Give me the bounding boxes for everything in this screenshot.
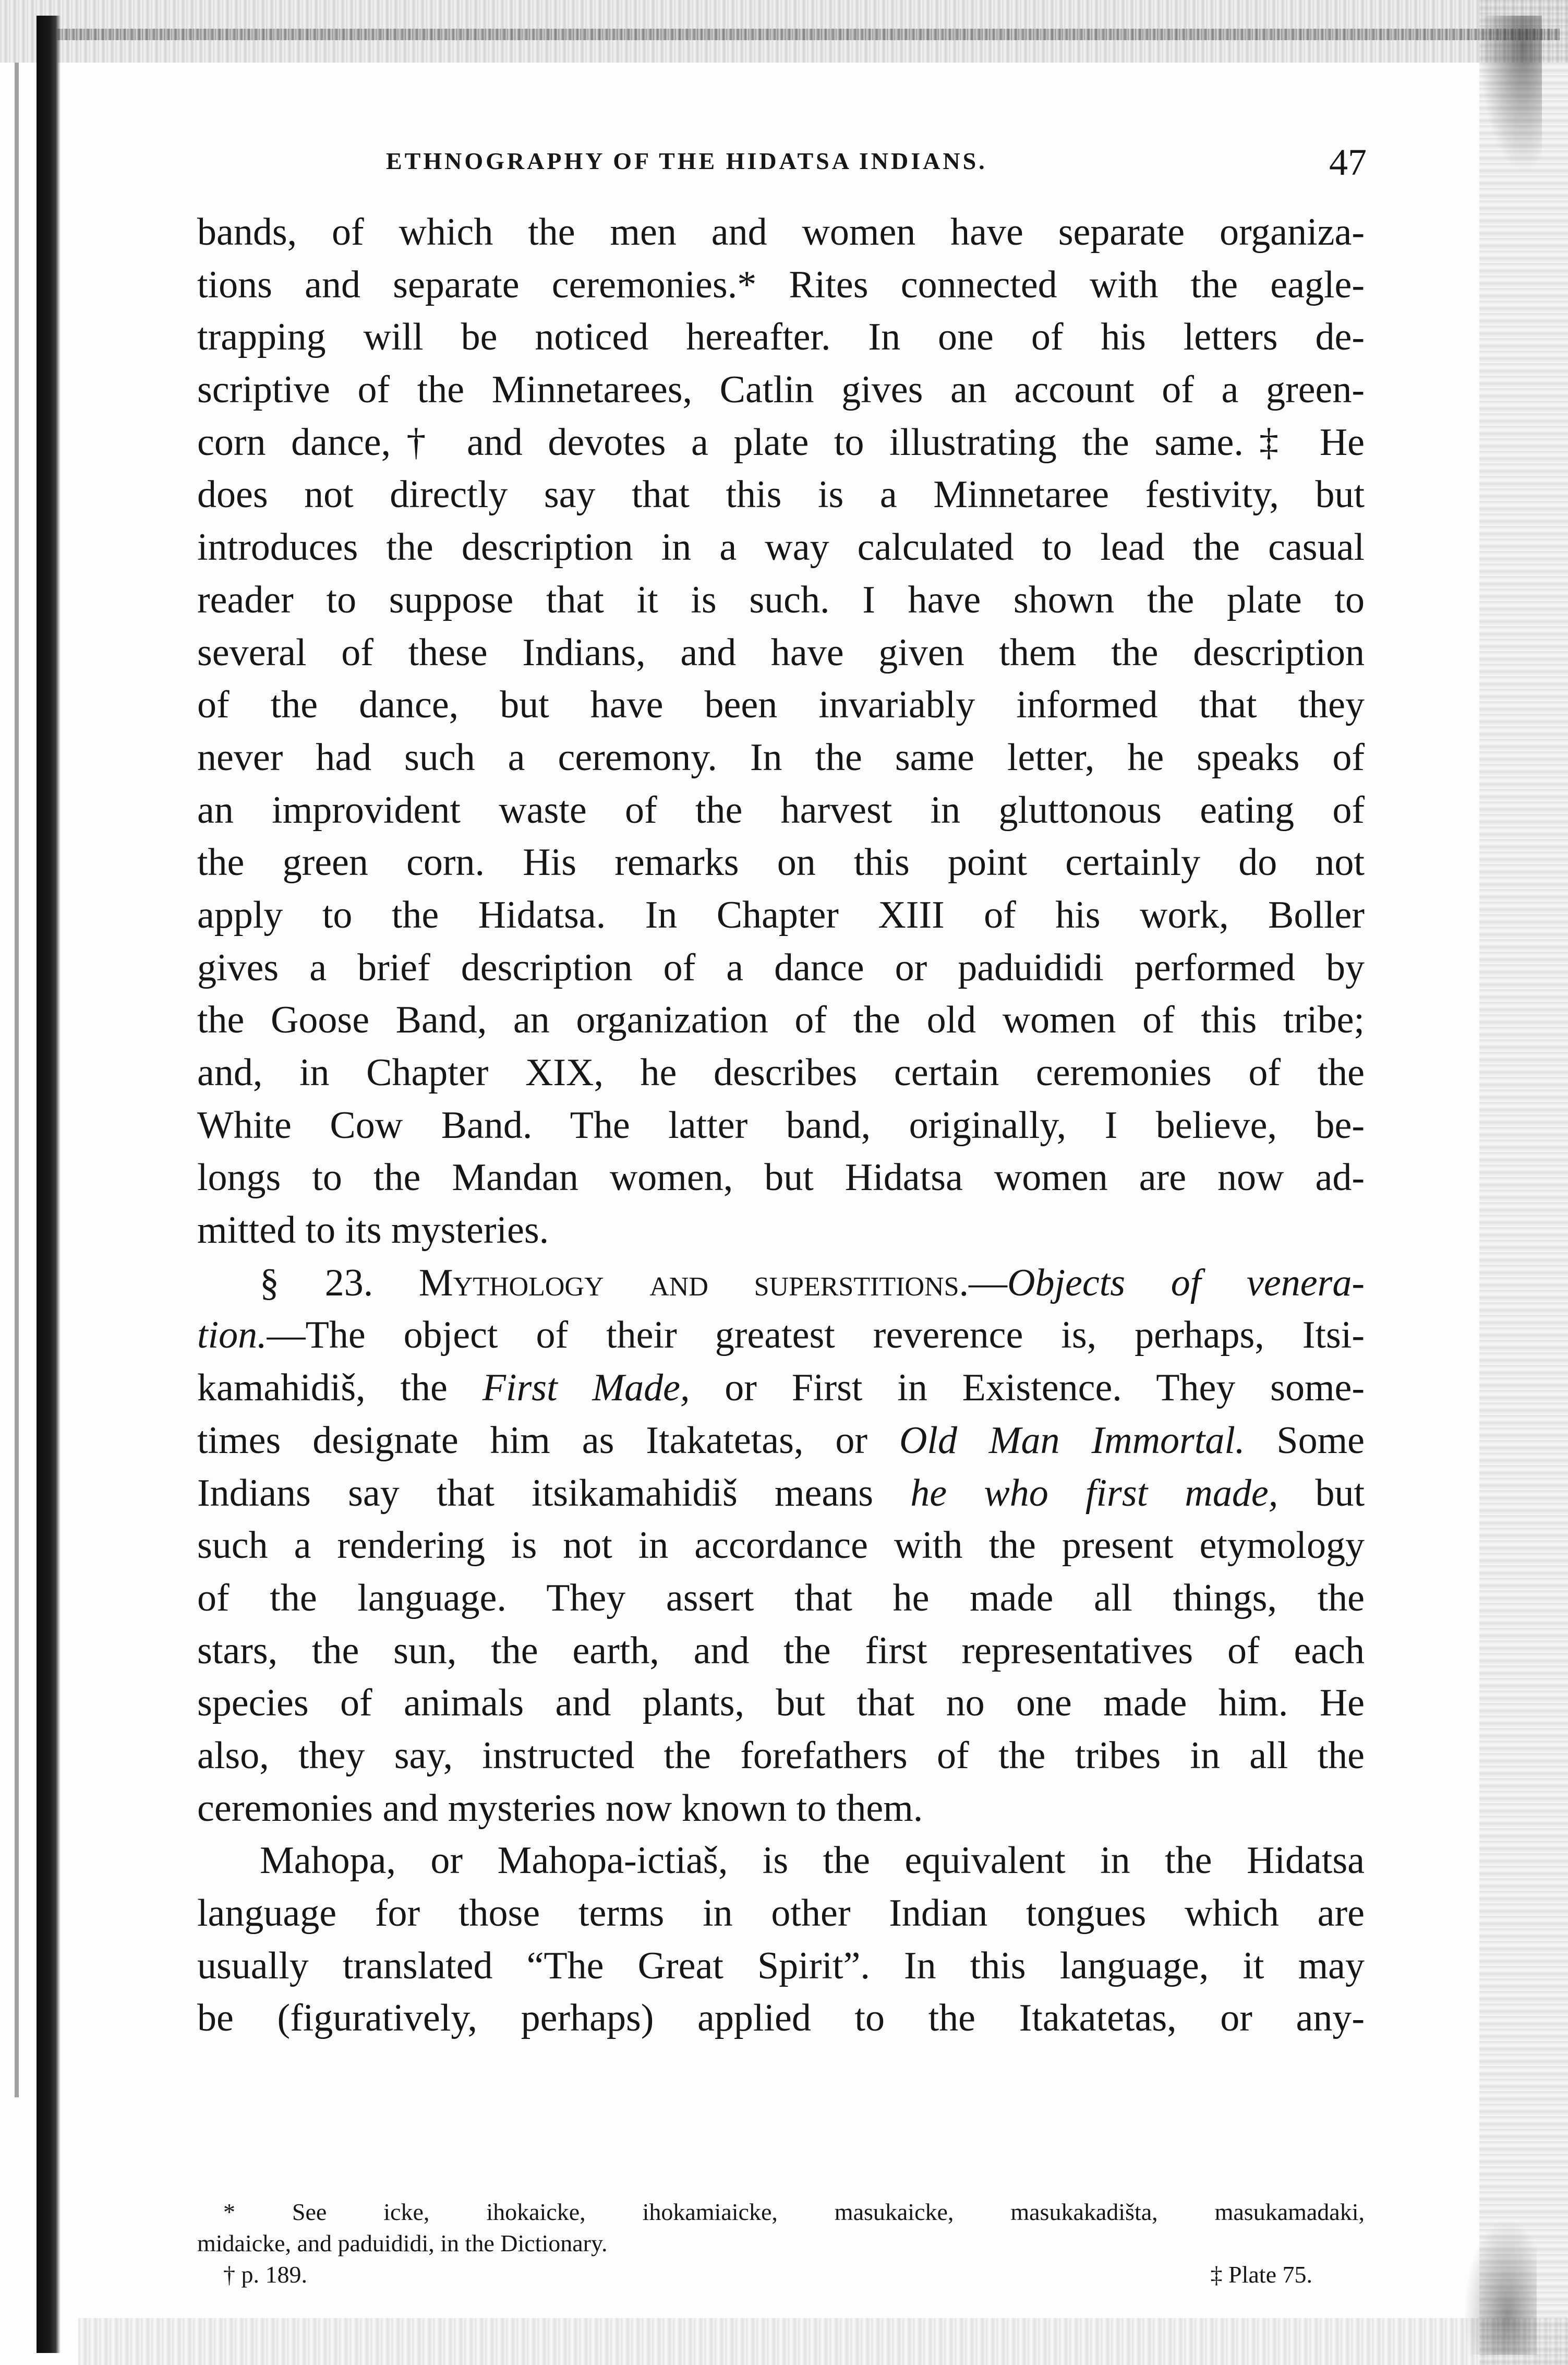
body-line: species of animals and plants, but that no one made him. He bbox=[197, 1682, 1365, 1725]
body-line: longs to the Mandan women, but Hidatsa women are now ad- bbox=[197, 1156, 1365, 1199]
body-line: does not directly say that this is a Minnetaree festivity, but bbox=[197, 473, 1365, 517]
body-line: be (figuratively, perhaps) applied to the Itakatetas, or any- bbox=[197, 1997, 1365, 2040]
body-line: trapping will be noticed hereafter. In one of his letters de- bbox=[197, 316, 1365, 359]
italic-term: First Made, bbox=[482, 1366, 690, 1410]
body-text-span: Some bbox=[1245, 1419, 1365, 1462]
page-number: 47 bbox=[1329, 141, 1367, 183]
scan-bottom-edge bbox=[78, 2318, 1568, 2365]
body-line: also, they say, instructed the forefathers of the tribes in all the bbox=[197, 1734, 1365, 1777]
paragraph-first-line: Mahopa, or Mahopa-ictiaš, is the equivalent in the Hidatsa bbox=[260, 1839, 1365, 1882]
scan-bottom-corner bbox=[1464, 2219, 1537, 2355]
italic-term: he who first made, bbox=[910, 1471, 1278, 1515]
body-line bbox=[197, 1362, 1365, 1414]
body-line bbox=[197, 1414, 1365, 1467]
footnote-row bbox=[197, 2259, 1365, 2290]
body-line: ceremonies and mysteries now known to them. bbox=[197, 1786, 923, 1830]
body-text-span: times designate him as Itakatetas, or bbox=[197, 1419, 899, 1462]
body-line: corn dance,† and devotes a plate to illustrating the same.‡ He bbox=[197, 421, 1365, 464]
running-head bbox=[198, 141, 1367, 183]
footnote-star-line: * See icke, ihokaicke, ihokamiaicke, masukaicke, masukakadišta, masukamadaki, bbox=[223, 2199, 1365, 2225]
footnote-dagger: † p. 189. bbox=[223, 2261, 307, 2288]
body-line: the Goose Band, an organization of the old women of this tribe; bbox=[197, 999, 1365, 1042]
body-text-span: or First in Existence. They some- bbox=[690, 1366, 1365, 1410]
body-line: introduces the description in a way calculated to lead the casual bbox=[197, 526, 1365, 569]
section-dash: — bbox=[969, 1261, 1008, 1304]
footnote-double-dagger: ‡ Plate 75. bbox=[1210, 2261, 1312, 2288]
body-line: such a rendering is not in accordance with the present etymology bbox=[197, 1524, 1365, 1567]
body-line: language for those terms in other Indian tongues which are bbox=[197, 1892, 1365, 1935]
body-line: gives a brief description of a dance or paduididi performed by bbox=[197, 946, 1365, 989]
body-line: the green corn. His remarks on this point certainly do not bbox=[197, 841, 1365, 884]
body-line: apply to the Hidatsa. In Chapter XIII of his work, Boller bbox=[197, 893, 1365, 937]
body-line: of the language. They assert that he made all things, the bbox=[197, 1576, 1365, 1619]
body-line: scriptive of the Minnetarees, Catlin gives an account of a green- bbox=[197, 368, 1365, 412]
section-number: § 23. bbox=[260, 1261, 419, 1304]
body-line: bands, of which the men and women have separate organiza- bbox=[197, 211, 1365, 254]
body-line: of the dance, but have been invariably informed that they bbox=[197, 683, 1365, 727]
body-line: usually translated “The Great Spirit”. In this language, it may bbox=[197, 1944, 1365, 1987]
body-text-span: —The object of their greatest reverence is, perhaps, Itsi- bbox=[267, 1314, 1365, 1357]
body-line: stars, the sun, the earth, and the first representatives of each bbox=[197, 1629, 1365, 1672]
section-title: Mythology and superstitions. bbox=[418, 1261, 969, 1304]
body-line bbox=[197, 1309, 1365, 1362]
body-line: tions and separate ceremonies.* Rites connected with the eagle- bbox=[197, 263, 1365, 306]
footnotes bbox=[197, 2196, 1365, 2290]
body-line: mitted to its mysteries. bbox=[197, 1209, 549, 1252]
body-line: and, in Chapter XIX, he describes certain ceremonies of the bbox=[197, 1051, 1365, 1094]
body-text bbox=[197, 206, 1365, 2045]
body-line: several of these Indians, and have given them the description bbox=[197, 631, 1365, 674]
section-subtitle-end: tion. bbox=[197, 1314, 267, 1357]
scan-left-edge bbox=[37, 16, 61, 2353]
scan-right-edge bbox=[1479, 0, 1568, 2365]
italic-term: Old Man Immortal. bbox=[899, 1419, 1245, 1462]
body-line: reader to suppose that it is such. I have shown the plate to bbox=[197, 578, 1365, 621]
body-line bbox=[197, 1467, 1365, 1520]
footnote-star-line: midaicke, and paduididi, in the Dictionary. bbox=[197, 2230, 608, 2256]
body-text-span: kamahidiš, the bbox=[197, 1366, 483, 1410]
scan-top-binding bbox=[47, 29, 1560, 40]
body-line: an improvident waste of the harvest in gluttonous eating of bbox=[197, 788, 1365, 832]
scan-left-shadow bbox=[15, 63, 19, 2097]
running-title: ETHNOGRAPHY OF THE HIDATSA INDIANS. bbox=[386, 148, 987, 174]
body-text-span: Indians say that itsikamahidiš means bbox=[197, 1471, 911, 1515]
scan-right-corner bbox=[1479, 16, 1542, 172]
section-subtitle: Objects of venera- bbox=[1007, 1261, 1365, 1304]
body-line: never had such a ceremony. In the same letter, he speaks of bbox=[197, 736, 1365, 779]
section-heading-line bbox=[197, 1257, 1365, 1310]
body-line: White Cow Band. The latter band, originally, I believe, be- bbox=[197, 1103, 1365, 1147]
body-text-span: but bbox=[1278, 1471, 1365, 1515]
